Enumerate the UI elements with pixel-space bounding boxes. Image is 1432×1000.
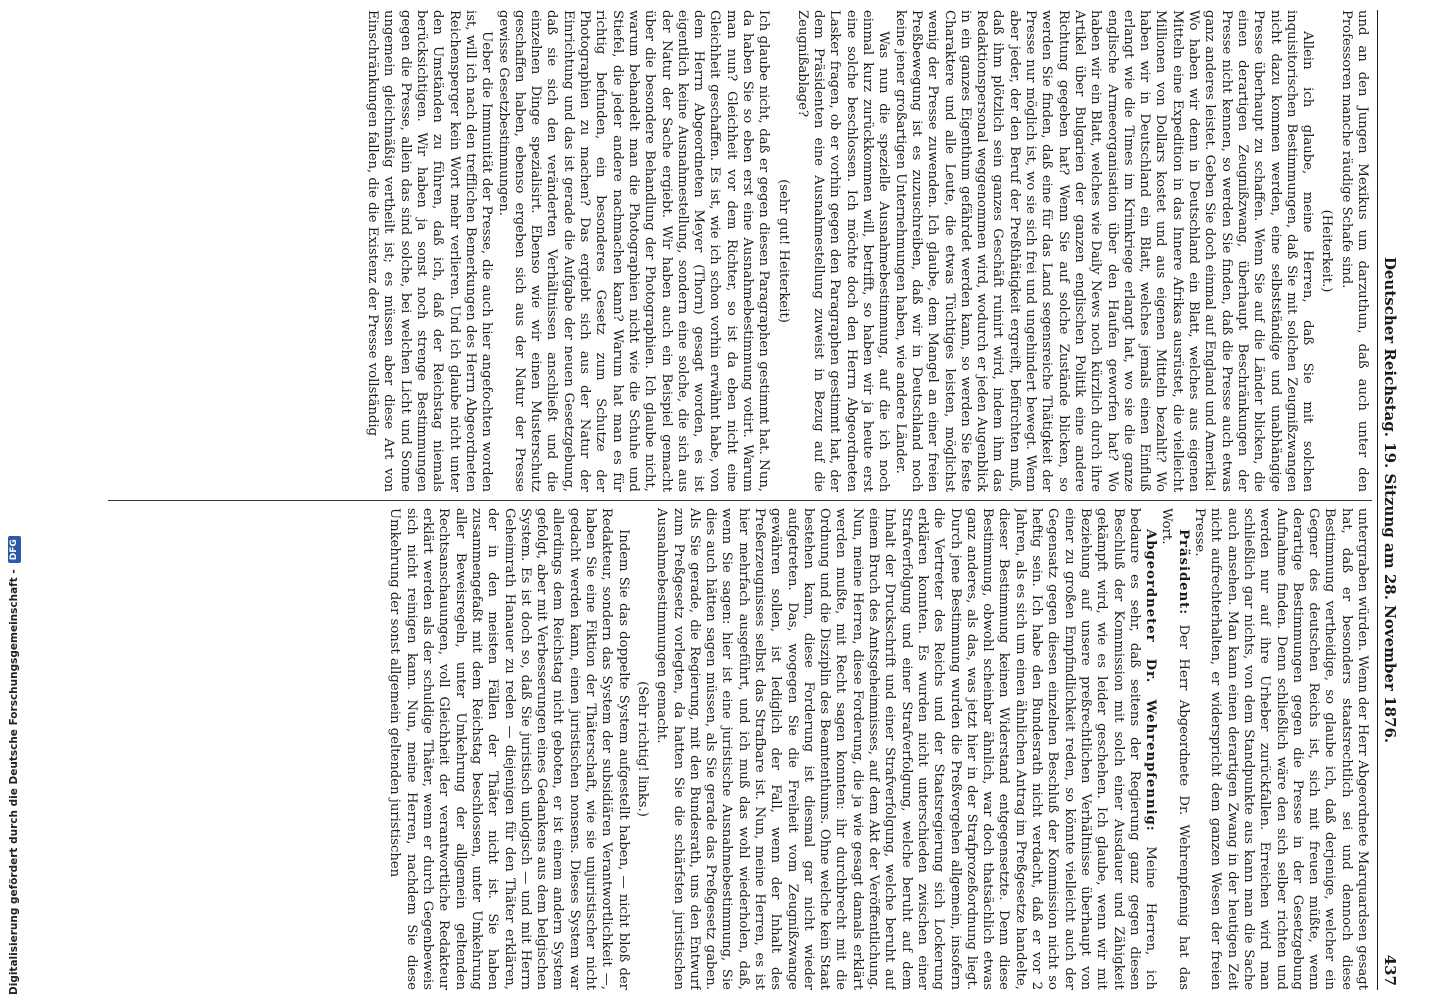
speaker-name: Präsident: — [1175, 529, 1191, 616]
digitization-footer — [6, 5, 22, 995]
speaker-name: Abgeordneter Dr. Wehrenpfennig: — [1143, 529, 1159, 832]
paragraph: und an den Jungen Mexikus um darzuthun, daß auch unter den Professoren manche räudige Schafe sind. — [1338, 10, 1370, 492]
speaker-paragraph — [1158, 508, 1191, 990]
right-column — [108, 508, 1370, 990]
rotated-page — [102, 2, 1402, 998]
interjection: (Heiterkeit.) — [1319, 209, 1335, 293]
speaker-text: Der Herr Abgeordnete Dr. Wehrenpfennig hat das Wort. — [1159, 508, 1191, 990]
paragraph: Ich glaube nicht, daß er gegen diesen Paragraphen gestimmt hat. Nun, da haben Sie so eben erst eine Ausnahmebestimmung votirt. Warum man nun? Gleichheit vor dem Richter, so ist da eben nicht eine Gleichheit geschaffen. Es ist, wie ich schon vorhin erwähnt habe, von dem Herrn Abgeordneten Meyer (Thorn) gesagt worden, es ist eigentlich keine Ausnahmestellung, sondern eine solche, die sich aus der Natur der Sache ergiebt. Wir haben auch ein Beispiel gemacht über die besondere Behandlung der Photographien. Ich glaube nicht, warum behandelt man die Photographien nicht wie die Schuhe und Stiefel, die jeder andere nachmachen kann? Warum hat man es für richtig befunden, ein besonderes Gesetz zum Schutze der Photographien zu machen? Das ergiebt sich aus der Natur der Einrichtung und das ist gerade die Aufgabe der neuen Gesetzgebung, daß sie sich den veränderten Verhältnissen anschließt und die einzelnen Dinge spezialisirt. Ebenso wie wir einen Musterschutz geschaffen haben, ebenso ergeben sich aus der Natur der Presse gewisse Gesetzbestimmungen. — [495, 10, 772, 492]
interjection: (Sehr richtig! links.) — [634, 681, 650, 817]
paragraph: Allein ich glaube, meine Herren, daß Sie mit solchen inquisitorischen Bestimmungen, daß Sie mit solchen Zeugnißzwangen nicht dazu kommen werden, eine selbstständige und unabhängige Presse überhaupt zu schaffen. Wenn Sie auf die Länder blicken, die einen derartigen Zeugnißzwang, überhaupt Beschränkungen der Presse nicht kennen, so werden Sie finden, daß die Presse auch etwas ganz anderes leistet. Geben Sie doch einmal auf England und Amerika! Wo haben wir denn in Deutschland ein Blatt, welches aus eigenen Mitteln eine Expedition in das Innere Afrikas ausrüstet, die vielleicht Millionen von Dollars kostet und aus eigenen Mitteln bezahlt? Wo haben wir in Deutschland ein Blatt, welches jemals einen Einfluß erlangt wie die Times im Krimkriege erlangt hat, wo sie die ganze englische Armeeorganisation über den Haufen geworfen hat? Wo haben wir ein Blatt, welches wie Daily News noch kürzlich durch ihre Artikel über Bulgarien der ganzen englischen Politik eine andere Richtung gegeben hat? Wenn Sie auf solche Zustände blicken, so werden Sie finden, daß eine für das Land segensreiche Thätigkeit der Presse nur möglich ist, wo sie sich frei und ungehindert bewegt. Wenn aber jeder, der den Beruf der Preßthätigkeit ergreift, befürchten muß, daß ihm plötzlich sein ganzes Geschäft ruinirt wird, indem ihm das Redaktionspersonal weggenommen wird, wodurch er jeden Augenblick in ein ganzes Eigenthum gefährdet werden kann, so werden Sie feste Charaktere und alle Leute, die etwas Tüchtiges leisten, möglichst wenig der Presse zuwenden. Ich glaube, dem Mangel an einer freien Preßbewegung ist es zuzuschreiben, daß wir in Deutschland noch keine jener großartigen Unternehmungen haben, wie andere Länder. — [892, 10, 1316, 492]
page-number: 437 — [1381, 954, 1399, 986]
paragraph: Indem Sie das doppelte System aufgestellt haben, — nicht bloß der Redakteur, sondern das System der subsidiären Verantwortlichkeit —, haben Sie eine Fiktion der Thäterschaft, wie sie unjuristischer nicht gedacht werden kann, einen juristischen nonsens. Dieses System war allerdings dem Reichstag nicht geboten, er ist einem andern System gefolgt, aber mit Verbesserungen eines Gedankens aus dem belgischen System. Es ist doch so, daß Sie juristisch unlogisch — und mit Herrn Geheimrath Hanauer zu reden — diejenigen für den Thäter erklären, der in den meisten Fällen der Thäter nicht ist. Sie haben zusammengefaßt mit dem Reichstag beschlossen, unter Umkehrung aller Beweisregeln, unter Umkehrung der allgemein geltenden Rechtsanschauungen, voll Gleichheit der verantwortliche Redakteur erklärt werden als der schuldige Thäter, wenn er durch Gegenbeweis sich nicht reinigen kann. Nun, meine Herren, nachdem Sie diese Umkehrung der sonst allgemein geltenden juristischen — [387, 508, 631, 990]
page-header — [1377, 10, 1402, 990]
speaker-text: Meine Herren, ich bedaure es sehr, daß seitens der Regierung ganz gegen diesen Beschluß der Kommission mit solch einer Ausdauer und Zähigkeit gekämpft wird, wie es leider geschehen. Ich glaube, wenn wir mit Beziehung auf unsere preßrechtlichen Verhältnisse überhaupt von einer zu großen Empfindlichkeit reden, so könnte vielleicht auch der Gegensatz gegen diesen einzelnen Beschluß der Kommission nicht so heftig sein. Ich habe den Bundesrath nicht verdacht, daß er vor 2 Jahren, als es sich um einen ähnlichen Antrag im Preßgesetze handelte, dieser Bestimmung keinen Widerstand entgegensetzte. Denn diese Bestimmung, obwohl scheinbar ähnlich, war doch thatsächlich etwas ganz anderes, als das, was jetzt hier in der Strafprozeßordnung liegt. Durch jene Bestimmung wurden die Preßvergehen allgemein, insofern die Vertreter des Reichs und der Staatsregierung sich Lockerung erklären konnten. Es wurden nicht unterschieden zwischen einer Strafverfolgung und einer Strafverfolgung, welche beruht auf dem Inhalt der Druckschrift und einer Strafverfolgung, welche beruht auf einem Bruch des Amtsgeheimnisses, auf dem Akt der Veröffentlichung. Nun, meine Herren, diese Forderung, die ja wie gesagt damals erklärt werden mußte, mit Recht sagen konnten: ihr durchbrecht mit die Ordnung und die Disziplin des Beamtenthums. Ohne welche kein Staat bestehen kann, diese Forderung ist diesmal gar nicht wieder aufgetreten. Das, wogegen Sie die Freiheit vom Zeugnißzwange gewähren sollen, ist lediglich der Fall, wenn der Inhalt des Preßerzeugnisses selbst das Strafbare ist. Nun, meine Herren, es ist hier mehrfach ausgeführt, und ich muß das wohl wiederholen, daß, wenn Sie sagen: hier ist eine juristische Ausnahmebestimmung, Sie dies auch hätten sagen müssen, als Sie gerade das Preßgesetz gaben. Als Sie gerade, die Regierung, mit den Bundesrath, uns den Entwurf zum Preßgesetz vorlegten, da hatten Sie die schärfsten juristischen Ausnahmebestimmungen gemacht. — [654, 508, 1159, 990]
paragraph: Was nun die spezielle Ausnahmebestimmung, auf die ich noch einmal kurz zurückkommen will, betrifft, so haben wir ja heute erst eine solche beschlossen. Ich möchte doch den Herrn Abgeordneten Lasker fragen, ob er vorhin gegen den Paragraphen gestimmt hat, der dem Präsidenten eine Ausnahmestellung zuweist in Bezug auf die Zeugnißablage? — [794, 10, 892, 492]
footer-text: Digitalisierung gefördert durch die Deutsche Forschungsgemeinschaft - — [8, 569, 20, 995]
left-column — [108, 10, 1370, 492]
paragraph: Ueber die Immunität der Presse, die auch hier angefochten worden ist, will ich nach den trefflichen Bemerkungen des Herrn Abgeordneten Reichensperger kein Wort mehr verlieren. Und ich glaube nicht unter den Umständen zu führen, daß ich, daß der Reichstag niemals berücksichtigen. Wir haben ja sonst noch strenge Bestimmungen gegen die Presse, allein das sind solche, bei welchen Licht und Sonne ungemein gleichmäßig vertheilt ist; es müssen aber diese Art von Einschränkungen fallen, die die Existenz der Presse vollständig — [365, 10, 495, 492]
column-divider — [108, 500, 1372, 501]
dfg-logo: DFG — [8, 536, 21, 563]
speaker-paragraph — [653, 508, 1158, 990]
paragraph: untergraben würden. Wenn der Herr Abgeordnete Marquardsen gesagt hat, daß er besonders staatsrechtlich sei und dennoch diese Bestimmung vertheidige, so glaube ich, daß derjenige, welcher ein Gegner des deutschen Reichs ist, sich mit freuen müßte, wenn derartige Bestimmungen gegen die Presse in der Gesetzgebung Aufnahme finden. Denn schließlich wäre den sich selber richten und werden nur auf ihre Urheber zurückfallen. Erreichen wird man schließlich gar nichts, von dem Standpunkte aus kann man die Sache auch ansehen. Man kann einen derartigen Zwang in der heutigen Zeit nicht aufrechterhalten, er widerspricht dem ganzen Wesen der freien Presse. — [1192, 508, 1370, 990]
interjection: (sehr gut! Heiterkeit) — [775, 179, 791, 323]
header-title: Deutscher Reichstag. 19. Sitzung am 28. November 1876. — [1381, 256, 1399, 744]
